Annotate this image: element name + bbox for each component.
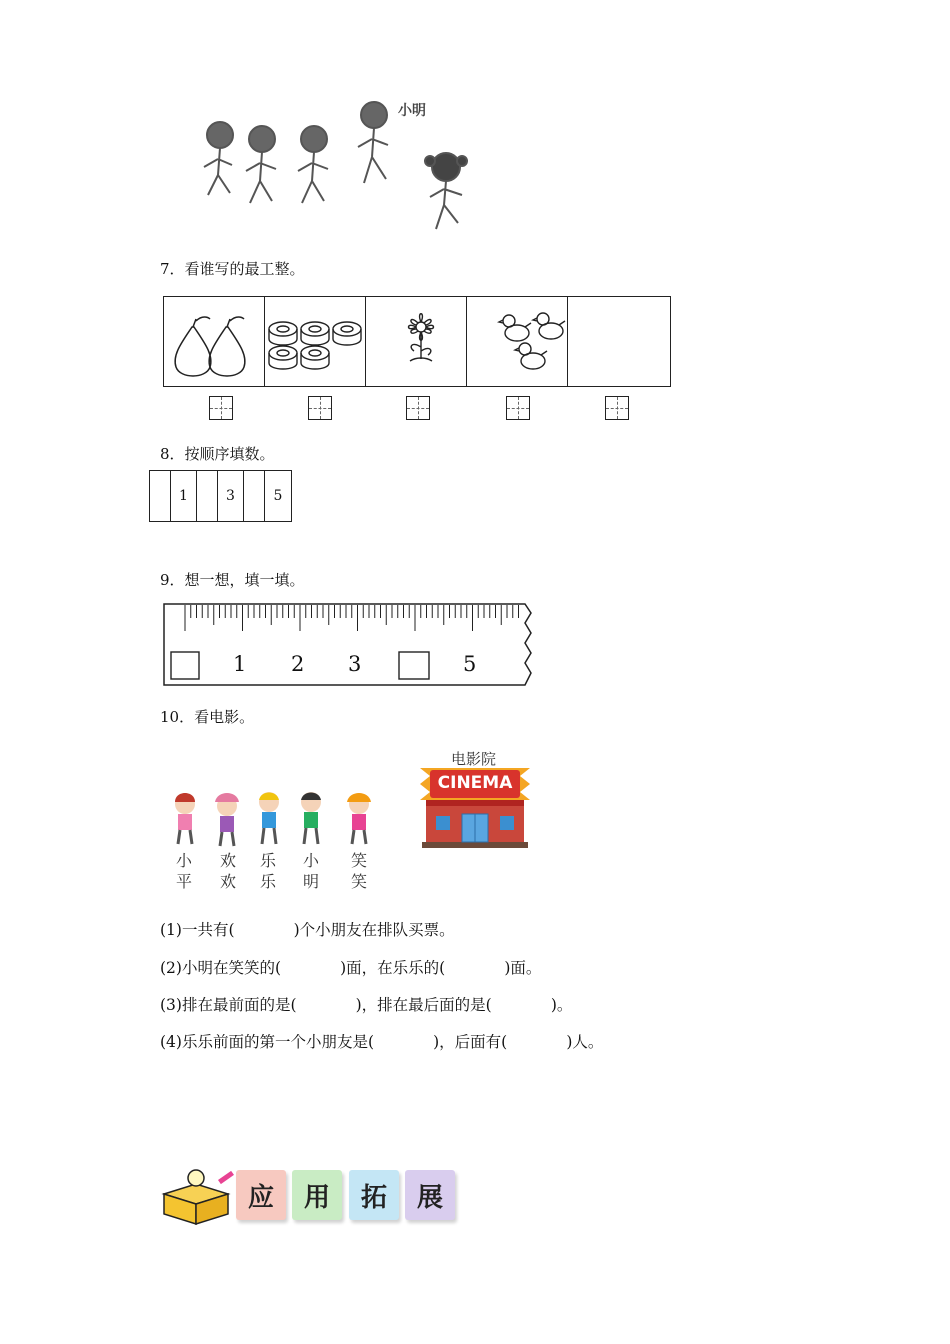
empty-cell: [568, 297, 669, 386]
kid-name-xiaoming: 小 明: [302, 851, 319, 891]
ruler-label-2: 2: [291, 652, 305, 676]
q10-sub3: (3)排在最前面的是( )，排在最后面的是( )。: [160, 996, 573, 1014]
chick-icon: [467, 297, 567, 385]
q8-title: 8．按顺序填数。: [160, 445, 275, 463]
tape-roll-icon: [265, 297, 365, 385]
writing-box-4[interactable]: [506, 396, 530, 420]
banner-tile-2: 用: [292, 1170, 342, 1220]
writing-box-3[interactable]: [406, 396, 430, 420]
kid-name-lele: 乐 乐: [259, 851, 276, 891]
pear-cell: [164, 297, 265, 386]
q10-sub2: (2)小明在笑笑的( )面，在乐乐的( )面。: [160, 959, 542, 977]
flower-icon: [366, 297, 466, 385]
kid-xiaoming-icon: [301, 792, 321, 844]
writing-box-5[interactable]: [605, 396, 629, 420]
cinema-sign: CINEMA: [437, 773, 513, 793]
sequence-cell-3[interactable]: [197, 471, 218, 521]
tape-roll-cell: [265, 297, 366, 386]
number-sequence: [149, 470, 292, 522]
flower-cell: [366, 297, 467, 386]
cinema-label: 电影院: [451, 750, 497, 768]
idea-box-icon: [158, 1166, 234, 1226]
q10-sub4: (4)乐乐前面的第一个小朋友是( )，后面有( )人。: [160, 1033, 604, 1051]
ruler-label-1: 1: [233, 652, 247, 676]
sequence-cell-4: 3: [218, 471, 244, 521]
kid-name-huanhuan: 欢 欢: [219, 851, 236, 891]
kid-huanhuan-icon: [215, 793, 239, 846]
ruler-label-5: 5: [463, 652, 477, 676]
sequence-cell-5[interactable]: [244, 471, 265, 521]
running-kids-figure: [190, 95, 490, 240]
q7-picture-row: [163, 296, 671, 387]
sequence-cell-2: 1: [171, 471, 197, 521]
banner-tile-3: 拓: [349, 1170, 399, 1220]
q7-title: 7．看谁写的最工整。: [160, 260, 305, 278]
sequence-cell-1[interactable]: [150, 471, 171, 521]
kid-xiaoping-icon: [175, 793, 195, 844]
chick-cell: [467, 297, 568, 386]
writing-box-1[interactable]: [209, 396, 233, 420]
sequence-cell-6: 5: [273, 488, 283, 504]
banner-tile-4: 展: [405, 1170, 455, 1220]
kid-name-xiaoping: 小 平: [175, 851, 192, 891]
kids-queue: [165, 790, 385, 848]
kid-name-xiaoxiao: 笑 笑: [350, 851, 367, 891]
q9-title: 9．想一想，填一填。: [160, 571, 305, 589]
writing-box-2[interactable]: [308, 396, 332, 420]
kid-xiaoxiao-icon: [347, 793, 371, 844]
kid-lele-icon: [259, 792, 279, 844]
q10-title: 10．看电影。: [160, 708, 255, 726]
pear-icon: [164, 297, 264, 385]
banner-tile-1: 应: [236, 1170, 286, 1220]
q10-sub1: (1)一共有( )个小朋友在排队买票。: [160, 921, 455, 939]
ruler-label-3: 3: [348, 652, 362, 676]
xiaoming-label: 小明: [398, 103, 426, 119]
